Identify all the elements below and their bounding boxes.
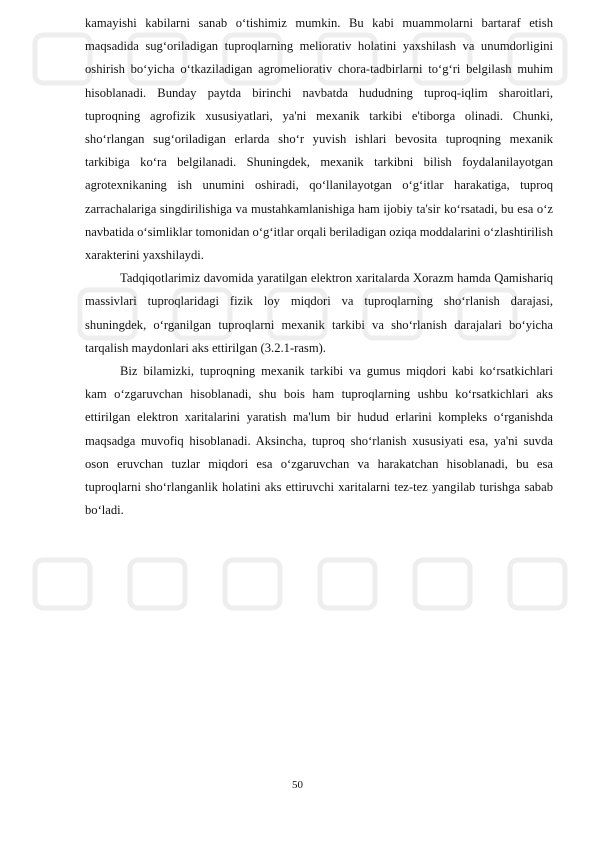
paragraph-3: Biz bilamizki, tuproqning mexanik tarkibi va gumus miqdori kabi ko‘rsatkichlari kam o‘zgaruvchan hisoblanadi, shu bois ham tuproqlarning ushbu ko‘rsatkichlari aks ettirilgan elektron xaritalarini yaratish ma'lum bir hudud erlarini kompleks o‘rganishda maqsadga muvofiq hisoblanadi. Aksincha, tuproq sho‘rlanish xususiyati esa, ya'ni suvda oson eruvchan tuzlar miqdori esa o‘zgaruvchan va harakatchan hisoblanadi, bu esa tuproqlarni sho‘rlanganlik holatini aks ettiruvchi xaritalarni tez-tez yangilab turishga sabab bo‘ladi. xyxy=(85,364,553,518)
paragraph-2: Tadqiqotlarimiz davomida yaratilgan elektron xaritalarda Xorazm hamda Qamishariq massivlari tuproqlaridagi fizik loy miqdori va tuproqlarning sho‘rlanish darajasi, shuningdek, o‘rganilgan tuproqlarni mexanik tarkibi va sho‘rlanish darajalari bo‘yicha tarqalish maydonlari aks ettirilgan (3.2.1-rasm). xyxy=(85,271,553,355)
paragraph-1: kamayishi kabilarni sanab o‘tishimiz mumkin. Bu kabi muammolarni bartaraf etish maqsadida sug‘oriladigan tuproqlarning meliorativ holatini yaxshilash va unumdorligini oshirish bo‘yicha o‘tkaziladigan agromeliorativ chora-tadbirlarni to‘g‘ri belgilash muhim hisoblanadi. Bunday paytda birinchi navbatda hududning tuproq-iqlim sharoitlari, tuproqning agrofizik xususiyatlari, ya'ni mexanik tarkibi e'tiborga olinadi. Chunki, sho‘rlangan sug‘oriladigan erlarda sho‘r yuvish ishlari bevosita tuproqning mexanik tarkibiga ko‘ra belgilanadi. Shuningdek, mexanik tarkibni bilish foydalanilayotgan agrotexnikaning ish unumini oshiradi, qo‘llanilayotgan o‘g‘itlar harakatiga, tuproq zarrachalariga singdirilishiga va mustahkamlanishiga ham ijobiy ta'sir ko‘rsatadi, bu esa o‘z navbatida o‘simliklar tomonidan o‘g‘itlar orqali beriladigan oziqa moddalarini o‘zlashtirilish xarakterini yaxshilaydi. xyxy=(85,16,553,263)
document-body xyxy=(85,12,553,522)
page-number: 50 xyxy=(292,779,303,791)
